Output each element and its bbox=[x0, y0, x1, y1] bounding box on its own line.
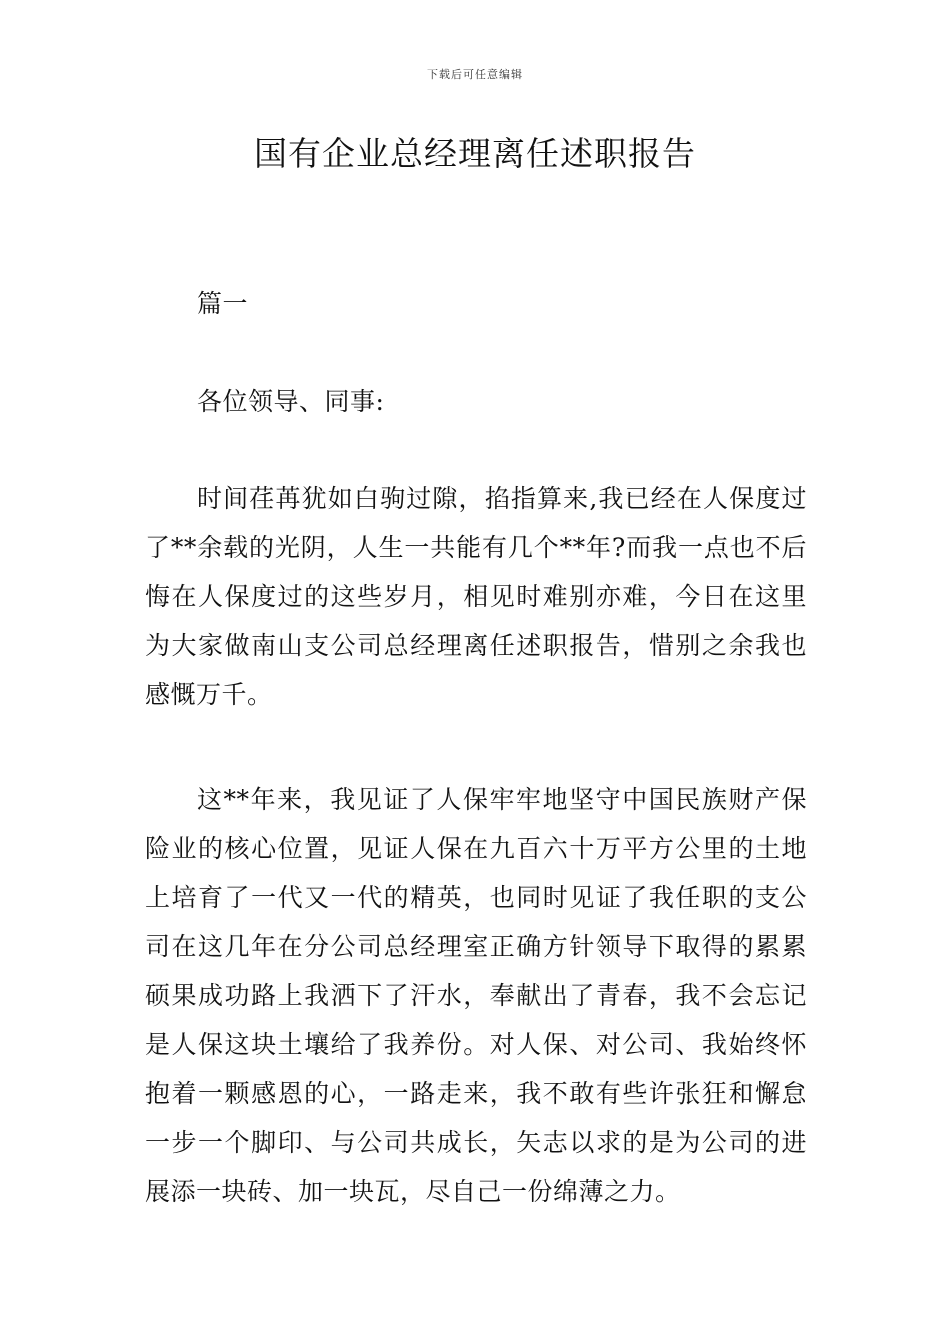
header-note: 下载后可任意编辑 bbox=[427, 68, 523, 81]
document-title: 国有企业总经理离任述职报告 bbox=[254, 134, 696, 173]
section-label: 篇一 bbox=[197, 289, 249, 318]
paragraph-2: 这**年来，我见证了人保牢牢地坚守中国民族财产保险业的核心位置，见证人保在九百六十万平方公里的土地上培育了一代又一代的精英，也同时见证了我任职的支公司在这几年在分公司总经理室正确方针领导下取得的累累硕果成功路上我洒下了汗水，奉献出了青春，我不会忘记是人保这块土壤给了我养份。对人保、对公司、我始终怀抱着一颗感恩的心，一路走来，我不敢有些许张狂和懈怠一步一个脚印、与公司共成长，矢志以求的是为公司的进展添一块砖、加一块瓦，尽自己一份绵薄之力。 bbox=[145, 785, 807, 1206]
greeting: 各位领导、同事: bbox=[197, 387, 385, 416]
paragraph-1: 时间荏苒犹如白驹过隙，掐指算来,我已经在人保度过了**余载的光阴，人生一共能有几个**年?而我一点也不后悔在人保度过的这些岁月，相见时难别亦难，今日在这里为大家做南山支公司总经理离任述职报告，惜别之余我也感慨万千。 bbox=[145, 484, 807, 709]
